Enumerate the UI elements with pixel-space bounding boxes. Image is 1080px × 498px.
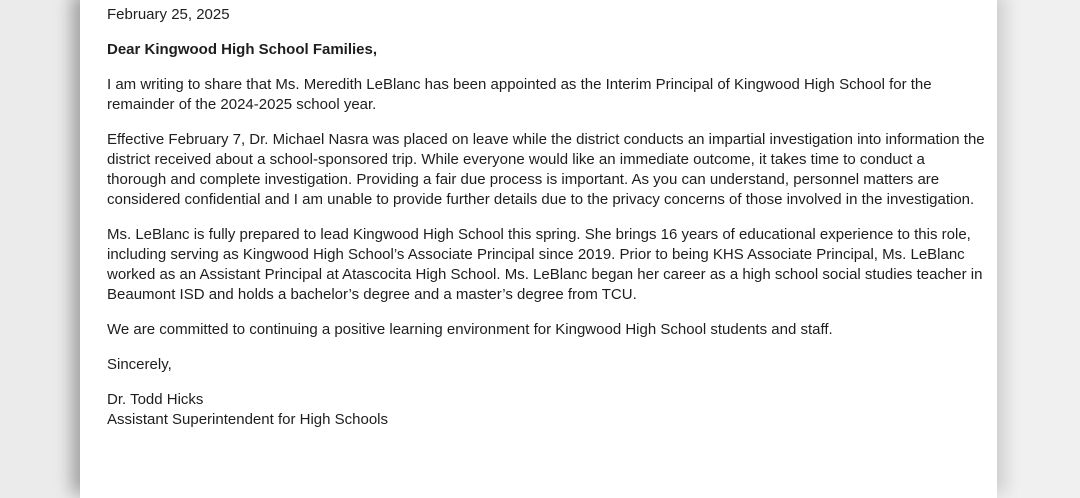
letter-paragraph-commitment: We are committed to continuing a positive learning environment for Kingwood High School students and staff. <box>107 321 833 338</box>
letter-paragraph-investigation: Effective February 7, Dr. Michael Nasra was placed on leave while the district conducts an impartial investigation into information the district received about a school-sponsored trip. While everyone would like an immediate outcome, it takes time to conduct a thorough and complete investigation. Providing a fair due process is important. As you can understand, personnel matters are considered confidential and I am unable to provide further details due to the privacy concerns of those involved in the investigation. <box>107 131 985 208</box>
letter-body <box>80 0 997 430</box>
letter-paragraph-appointment: I am writing to share that Ms. Meredith LeBlanc has been appointed as the Interim Principal of Kingwood High School for the remainder of the 2024-2025 school year. <box>107 76 932 113</box>
signature-name: Dr. Todd Hicks <box>107 391 204 408</box>
letter-salutation: Dear Kingwood High School Families, <box>107 41 378 58</box>
signature-block <box>107 390 987 430</box>
letter-page <box>80 0 997 498</box>
letter-closing: Sincerely, <box>107 356 172 373</box>
signature-title: Assistant Superintendent for High Schools <box>107 411 388 428</box>
letter-paragraph-background: Ms. LeBlanc is fully prepared to lead Kingwood High School this spring. She brings 16 years of educational experience to this role, including serving as Kingwood High School’s Associate Principal since 2019. Prior to being KHS Associate Principal, Ms. LeBlanc worked as an Assistant Principal at Atascocita High School. Ms. LeBlanc began her career as a high school social studies teacher in Beaumont ISD and holds a bachelor’s degree and a master’s degree from TCU. <box>107 226 983 303</box>
letter-date: February 25, 2025 <box>107 6 230 23</box>
